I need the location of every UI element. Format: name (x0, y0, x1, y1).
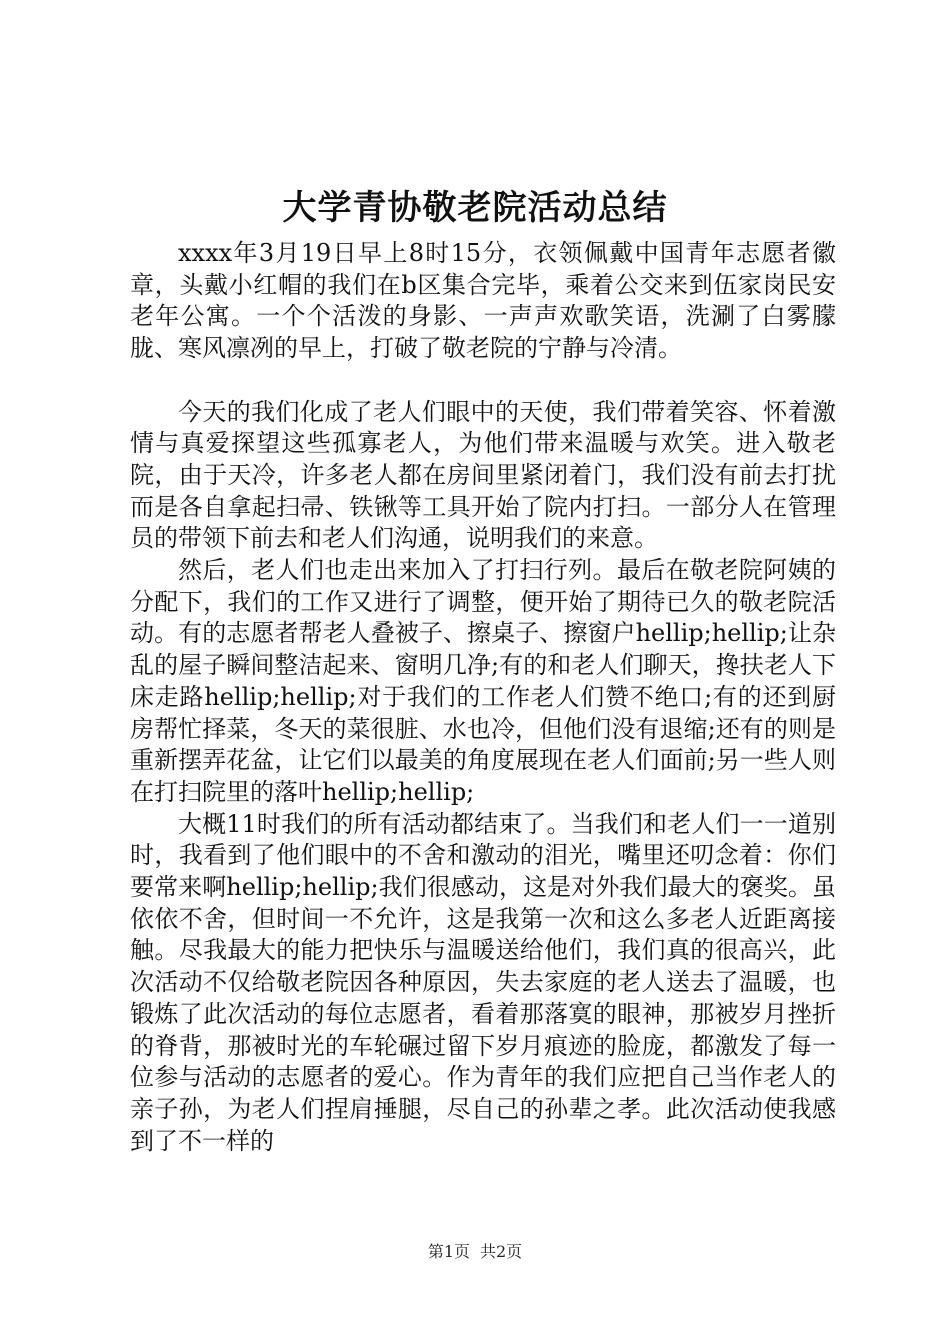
paragraph-1: xxxx年3月19日早上8时15分，衣领佩戴中国青年志愿者徽章，头戴小红帽的我们在b区集合完毕，乘着公交来到伍家岗民安老年公寓。一个个活泼的身影、一声声欢歌笑语，洗涮了白雾朦胧、寒风凛冽的早上，打破了敬老院的宁静与冷清。 (130, 239, 836, 363)
paragraph-4: 大概11时我们的所有活动都结束了。当我们和老人们一一道别时，我看到了他们眼中的不舍和激动的泪光，嘴里还叨念着：你们要常来啊hellip;hellip;我们很感动，这是对外我们最大的褒奖。虽依依不舍，但时间一不允许，这是我第一次和这么多老人近距离接触。尽我最大的能力把快乐与温暖送给他们，我们真的很高兴，此次活动不仅给敬老院因各种原因，失去家庭的老人送去了温暖，也锻炼了此次活动的每位志愿者，看着那落寞的眼神，那被岁月挫折的脊背，那被时光的车轮碾过留下岁月痕迹的脸庞，都激发了每一位参与活动的志愿者的爱心。作为青年的我们应把自己当作老人的亲子孙，为老人们捏肩捶腿，尽自己的孙辈之孝。此次活动使我感到了不一样的 (130, 809, 836, 1155)
page-number-total: 共2页 (480, 1242, 523, 1261)
paragraph-2: 今天的我们化成了老人们眼中的天使，我们带着笑容、怀着激情与真爱探望这些孤寡老人，为他们带来温暖与欢笑。进入敬老院，由于天冷，许多老人都在房间里紧闭着门，我们没有前去打扰而是各自拿起扫帚、铁锹等工具开始了院内打扫。一部分人在管理员的带领下前去和老人们沟通，说明我们的来意。 (130, 397, 836, 553)
paragraph-3: 然后，老人们也走出来加入了打扫行列。最后在敬老院阿姨的分配下，我们的工作又进行了调整，便开始了期待已久的敬老院活动。有的志愿者帮老人叠被子、擦桌子、擦窗户hellip;hellip;让杂乱的屋子瞬间整洁起来、窗明几净;有的和老人们聊天，搀扶老人下床走路hellip;hellip;对于我们的工作老人们赞不绝口;有的还到厨房帮忙择菜，冬天的菜很脏、水也冷，但他们没有退缩;还有的则是重新摆弄花盆，让它们以最美的角度展现在老人们面前;另一些人则在打扫院里的落叶hellip;hellip; (130, 556, 836, 806)
page-number-current: 第1页 (427, 1242, 470, 1261)
document-body (130, 238, 836, 1157)
page-footer (0, 1240, 950, 1264)
paragraph-spacer (130, 365, 836, 397)
document-title: 大学青协敬老院活动总结 (282, 188, 668, 228)
